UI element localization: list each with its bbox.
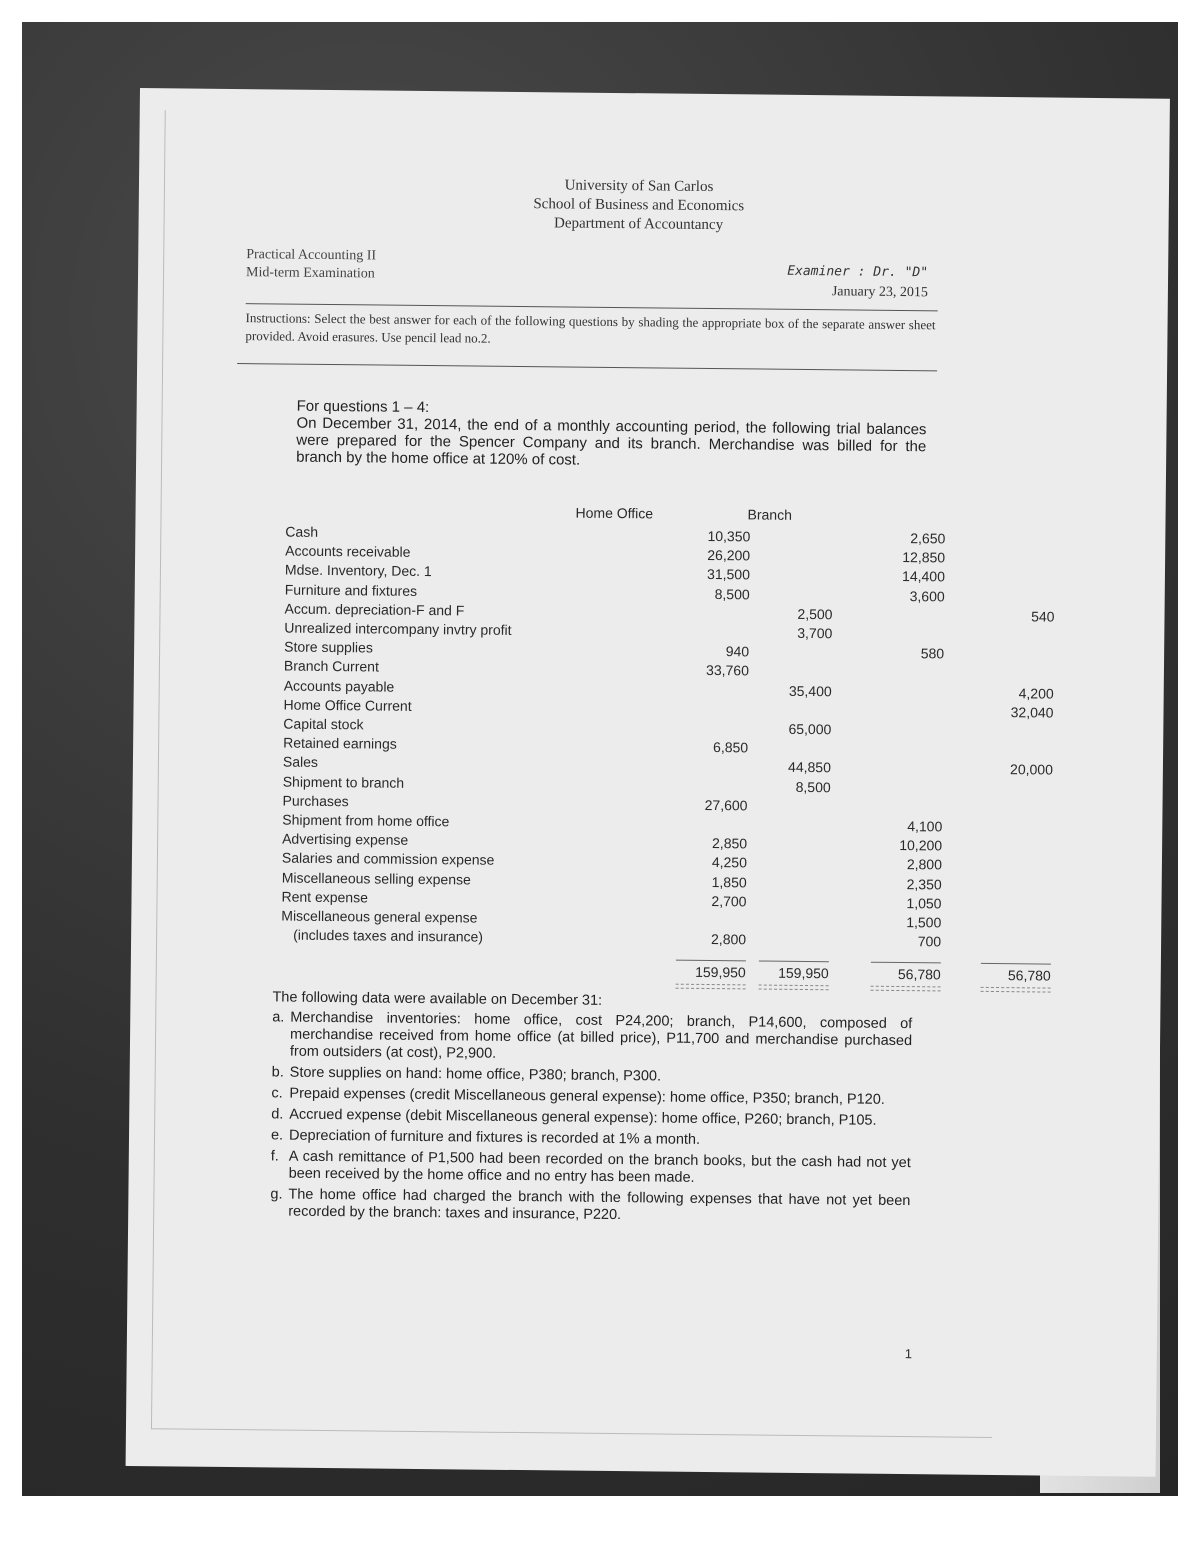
- branch-debit: 3,600: [909, 587, 945, 605]
- home-office-credit: [759, 932, 829, 933]
- account-label: Store supplies: [284, 638, 373, 656]
- home-office-debit: 2,800: [710, 931, 747, 948]
- branch-debit: [873, 779, 943, 780]
- home-office-credit: [763, 586, 833, 587]
- branch-debit: 2,800: [906, 856, 942, 873]
- item-text: Prepaid expenses (credit Miscellaneous general expense): home office, P350; branch, P120.: [289, 1085, 885, 1108]
- home-office-debit: 2,700: [711, 892, 747, 910]
- home-office-credit: [761, 797, 831, 798]
- home-office-credit: [762, 663, 832, 664]
- branch-debit: [875, 607, 945, 608]
- account-label: Furniture and fixtures: [284, 581, 418, 599]
- branch-debit: 700: [917, 933, 942, 950]
- col-branch: Branch: [747, 506, 793, 523]
- branch-debit: 580: [920, 645, 945, 662]
- account-label: Unrealized intercompany invtry profit: [284, 619, 512, 638]
- course-title: Practical Accounting II: [246, 247, 377, 264]
- home-office-credit: [760, 817, 830, 818]
- branch-debit: 2,650: [910, 530, 946, 547]
- list-item: [270, 1186, 910, 1227]
- home-office-credit: 65,000: [788, 720, 832, 738]
- home-office-credit: [763, 548, 833, 549]
- branch-debit: 10,200: [899, 837, 943, 854]
- branch-debit: 1,500: [906, 914, 942, 931]
- branch-debit: 14,400: [902, 568, 946, 585]
- school-name: School of Business and Economics: [533, 196, 745, 215]
- account-label: Rent expense: [281, 888, 369, 906]
- account-label: Accounts receivable: [285, 542, 411, 561]
- home-office-credit: [762, 644, 832, 645]
- home-office-debit: 940: [725, 643, 750, 660]
- exam-meta: [778, 262, 928, 304]
- page-number: 1: [904, 1346, 913, 1362]
- home-office-credit: [763, 567, 833, 568]
- branch-credit: 540: [1031, 608, 1055, 625]
- home-office-debit: 10,350: [707, 527, 751, 545]
- instructions: Instructions: Select the best answer for each of the following questions by shading the appropriate box of the separate answer sheet provided. Avoid erasures. Use pencil lead no.2.: [245, 310, 936, 346]
- branch-debit: [874, 703, 944, 704]
- account-label: Capital stock: [283, 715, 364, 733]
- home-office-credit: [760, 893, 830, 894]
- account-label: Mdse. Inventory, Dec. 1: [284, 561, 432, 580]
- home-office-debit: [680, 604, 750, 605]
- exam-date: January 23, 2015: [831, 284, 928, 301]
- branch-debit: 1,050: [906, 894, 942, 912]
- list-item: [272, 1009, 912, 1067]
- home-office-debit: [679, 624, 749, 625]
- home-office-credit: 2,500: [797, 605, 833, 623]
- home-office-credit: 8,500: [795, 778, 831, 795]
- account-label: Shipment to branch: [282, 773, 405, 791]
- account-label: Shipment from home office: [282, 811, 450, 830]
- item-text: Store supplies on hand: home office, P380; branch, P300.: [289, 1064, 662, 1085]
- branch-debit: 4,100: [907, 818, 943, 835]
- item-text: Accrued expense (debit Miscellaneous general expense): home office, P260; branch, P105.: [289, 1106, 877, 1129]
- home-office-debit: [678, 720, 748, 721]
- account-label: Purchases: [282, 792, 349, 810]
- intro-text: On December 31, 2014, the end of a monthly accounting period, the following trial balances were prepared for the Spencer Company and its branch. Merchandise was billed for the branch by the home office at 120% of cost.: [296, 414, 927, 469]
- branch-debit: [873, 760, 943, 761]
- home-office-debit: [677, 816, 747, 817]
- account-label: Branch Current: [283, 657, 379, 675]
- home-office-credit: [760, 836, 830, 837]
- data-heading: The following data were available on December 31:: [272, 989, 603, 1009]
- home-office-credit: 35,400: [788, 682, 832, 699]
- home-office-debit: [679, 700, 749, 701]
- home-office-credit: [760, 874, 830, 875]
- exam-page: [126, 88, 1170, 1477]
- account-label: Home Office Current: [283, 696, 412, 714]
- branch-credit: 32,040: [1010, 703, 1054, 721]
- home-office-debit: 1,850: [711, 873, 747, 890]
- item-letter: d.: [271, 1106, 284, 1123]
- home-office-debit: 26,200: [707, 547, 751, 564]
- branch-debit: [873, 722, 943, 723]
- additional-data: [270, 989, 912, 1231]
- branch-debit: 12,850: [902, 549, 946, 566]
- home-office-debit: 33,760: [706, 662, 750, 679]
- home-office-debit: 27,600: [704, 796, 748, 814]
- list-item: [271, 1106, 911, 1130]
- branch-debit: [873, 741, 943, 742]
- home-office-debit: [678, 758, 748, 759]
- account-label: Miscellaneous general expense: [281, 907, 478, 926]
- home-office-debit: 31,500: [707, 566, 751, 583]
- home-office-credit: [760, 855, 830, 856]
- home-office-credit: [759, 913, 829, 914]
- exam-type: Mid-term Examination: [245, 265, 375, 282]
- course-info: [246, 246, 376, 283]
- item-letter: b.: [271, 1064, 284, 1081]
- home-office-debit: 6,850: [712, 739, 749, 756]
- list-item: [271, 1085, 911, 1109]
- item-text: Merchandise inventories: home office, cost P24,200; branch, P14,600, composed of merchandise received from home office (at billed price), P11,700 and merchandise purchased from outsiders (at cost), P2,900.: [289, 1009, 913, 1062]
- home-office-credit: [763, 529, 833, 530]
- home-office-debit: [676, 912, 746, 913]
- university-name: University of San Carlos: [564, 177, 714, 196]
- item-letter: g.: [270, 1186, 283, 1203]
- item-letter: a.: [272, 1009, 285, 1026]
- account-label: (includes taxes and insurance): [293, 926, 484, 945]
- total-ho-dr: 159,950: [695, 964, 746, 981]
- intro-heading: For questions 1 – 4:: [296, 397, 430, 417]
- branch-credit: 4,200: [1018, 684, 1054, 702]
- list-item: [271, 1148, 911, 1189]
- account-label: Accum. depreciation-F and F: [284, 600, 465, 619]
- total-double-rule: [981, 987, 1051, 993]
- item-text: The home office had charged the branch with the following expenses that have not yet been recorded by the branch: taxes and insurance, P220.: [288, 1186, 911, 1224]
- home-office-debit: [679, 681, 749, 682]
- home-office-debit: 2,850: [711, 835, 748, 852]
- list-item: [272, 1064, 912, 1088]
- branch-debit: [874, 664, 944, 665]
- department-name: Department of Accountancy: [553, 215, 724, 234]
- total-br-cr: 56,780: [1007, 967, 1051, 984]
- branch-debit: 2,350: [906, 875, 942, 893]
- home-office-credit: 44,850: [788, 759, 832, 776]
- item-letter: e.: [270, 1127, 284, 1144]
- home-office-credit: [762, 701, 832, 702]
- branch-credit: 20,000: [1009, 761, 1053, 778]
- account-label: Cash: [285, 523, 319, 540]
- list-item: [271, 1127, 911, 1151]
- account-label: Sales: [282, 753, 319, 771]
- question-intro: [296, 398, 927, 473]
- home-office-debit: [678, 777, 748, 778]
- account-label: Advertising expense: [282, 830, 409, 849]
- item-text: Depreciation of furniture and fixtures is recorded at 1% a month.: [288, 1127, 701, 1148]
- examiner-label: Examiner : Dr. "D": [787, 263, 929, 281]
- home-office-credit: 3,700: [797, 624, 833, 642]
- account-label: Miscellaneous selling expense: [281, 869, 471, 888]
- total-br-dr: 56,780: [897, 966, 941, 983]
- branch-debit: [873, 799, 943, 800]
- total-double-rule: [676, 984, 746, 990]
- home-office-debit: 8,500: [714, 585, 750, 603]
- total-double-rule: [871, 986, 941, 992]
- item-text: A cash remittance of P1,500 had been recorded on the branch books, but the cash had not yet been received by the home office and no entry has been made.: [288, 1148, 911, 1186]
- institution-header: [479, 176, 800, 236]
- home-office-credit: [761, 740, 831, 741]
- item-letter: f.: [270, 1148, 279, 1165]
- account-label: Accounts payable: [283, 677, 395, 695]
- item-letter: c.: [271, 1085, 283, 1102]
- account-label: Retained earnings: [283, 734, 397, 752]
- branch-debit: [874, 626, 944, 627]
- total-double-rule: [759, 985, 829, 991]
- branch-debit: [874, 683, 944, 684]
- photo-background: [22, 22, 1178, 1496]
- account-label: Salaries and commission expense: [281, 849, 495, 869]
- home-office-debit: 4,250: [711, 854, 748, 871]
- col-home-office: Home Office: [575, 504, 654, 522]
- total-ho-cr: 159,950: [778, 965, 829, 982]
